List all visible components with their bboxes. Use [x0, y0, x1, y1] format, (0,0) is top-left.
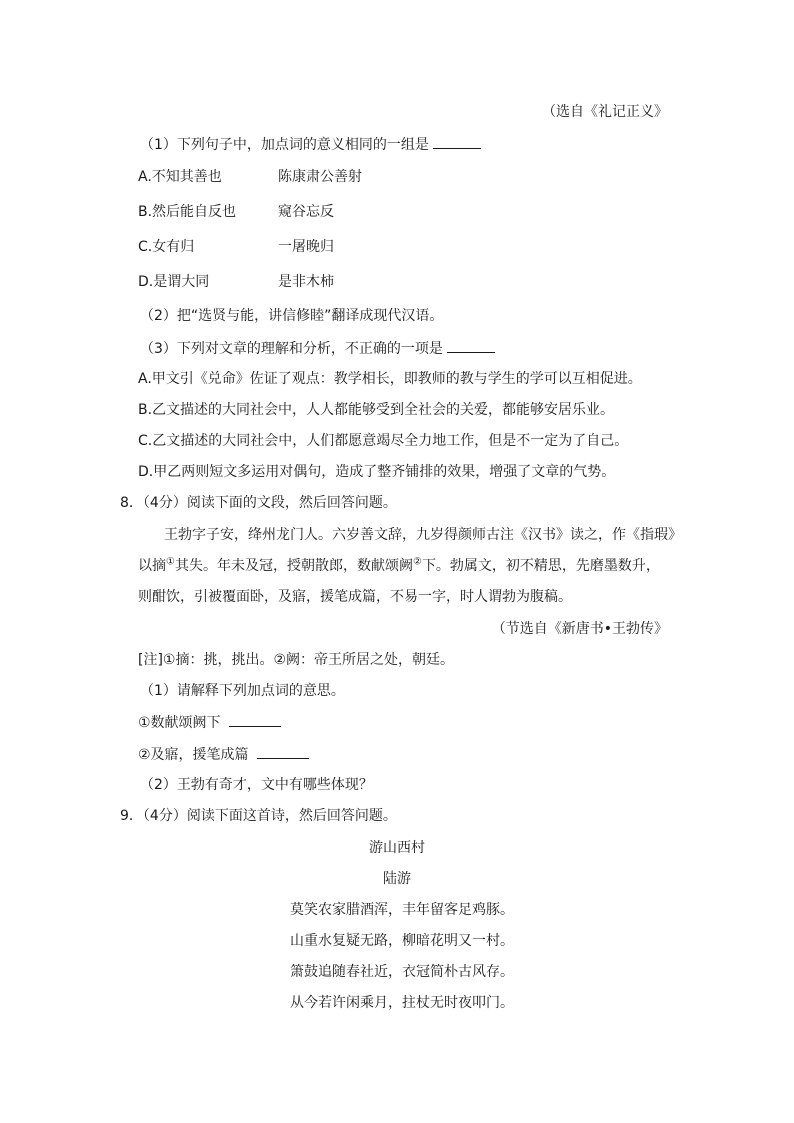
passage-line-2 [138, 556, 660, 576]
passage-text: 其失。年未及冠，授朝散郎，数献颂阙 [174, 558, 413, 574]
answer-blank[interactable] [229, 712, 281, 727]
question-7-2: （2）把“选贤与能，讲信修睦”翻译成现代汉语。 [140, 308, 444, 324]
option-row-c [138, 237, 538, 257]
question-8-1-item-2 [138, 744, 309, 764]
question-8-1: （1）请解释下列加点词的意思。 [140, 683, 345, 699]
option-c-right: 一屠晚归 [278, 239, 334, 255]
analysis-option-c: C.乙文描述的大同社会中，人们都愿意竭尽全力地工作，但是不一定为了自己。 [138, 433, 629, 449]
option-d-left: D.是谓大同 [138, 274, 210, 290]
question-7-1 [140, 134, 481, 154]
option-d-right: 是非木柿 [278, 274, 334, 290]
passage-line-3: 则酣饮，引被覆面卧，及寤，援笔成篇，不易一字，时人谓勃为腹稿。 [138, 589, 572, 605]
analysis-option-b: B.乙文描述的大同社会中，人人都能够受到全社会的关爱，都能够安居乐业。 [138, 402, 615, 418]
passage-text: 下。勃属文，初不精思，先磨墨数升， [421, 558, 660, 574]
option-row-b [138, 202, 538, 222]
analysis-option-d: D.甲乙两则短文多运用对偶句，造成了整齐铺排的效果，增强了文章的气势。 [138, 464, 616, 480]
question-8-1-item-1 [138, 712, 281, 732]
footnote-marker-2: ② [412, 556, 422, 568]
footnote-marker-1: ① [166, 556, 175, 568]
source-citation: （选自《礼记正义》 [542, 104, 668, 120]
passage-text: 以摘 [138, 558, 166, 574]
option-b-left: B.然后能自反也 [138, 204, 237, 220]
poem-title: 游山西村 [369, 840, 425, 856]
question-7-3-text: （3）下列对文章的理解和分析，不正确的一项是 [140, 341, 443, 357]
poem-line-2: 山重水复疑无路，柳暗花明又一村。 [290, 933, 514, 949]
footnote: [注]①摘：挑，挑出。②阙：帝王所居之处，朝廷。 [138, 652, 455, 668]
question-9-heading: 9．（4分）阅读下面这首诗，然后回答问题。 [120, 808, 397, 824]
answer-blank[interactable] [257, 744, 309, 759]
option-b-right: 窥谷忘反 [278, 204, 334, 220]
option-row-a [138, 167, 538, 187]
question-8-heading: 8．（4分）阅读下面的文段，然后回答问题。 [120, 495, 397, 511]
question-8-2: （2）王勃有奇才，文中有哪些体现？ [140, 777, 373, 793]
passage-source: （节选自《新唐书•王勃传》 [491, 621, 668, 637]
poem-line-3: 箫鼓追随春社近，衣冠简朴古风存。 [290, 964, 514, 980]
option-row-d [138, 272, 538, 292]
option-a-right: 陈康肃公善射 [278, 169, 362, 185]
answer-blank[interactable] [447, 338, 495, 353]
analysis-option-a: A.甲文引《兑命》佐证了观点：教学相长，即教师的教与学生的学可以互相促进。 [138, 371, 642, 387]
option-a-left: A.不知其善也 [138, 169, 222, 185]
poem-author: 陆游 [383, 871, 411, 887]
poem-line-4: 从今若许闲乘月，拄杖无时夜叩门。 [290, 995, 514, 1011]
passage-line-1: 王勃字子安，绛州龙门人。六岁善文辞，九岁得颜师古注《汉书》读之，作《指瑕》 [164, 527, 682, 543]
poem-line-1: 莫笑农家腊酒浑，丰年留客足鸡豚。 [290, 902, 514, 918]
item-text: ②及寤，援笔成篇 [138, 747, 249, 763]
question-7-3 [140, 338, 495, 358]
question-7-1-text: （1）下列句子中，加点词的意义相同的一组是 [140, 137, 429, 153]
item-text: ①数献颂阙下 [138, 715, 221, 731]
option-c-left: C.女有归 [138, 239, 195, 255]
answer-blank[interactable] [433, 134, 481, 149]
